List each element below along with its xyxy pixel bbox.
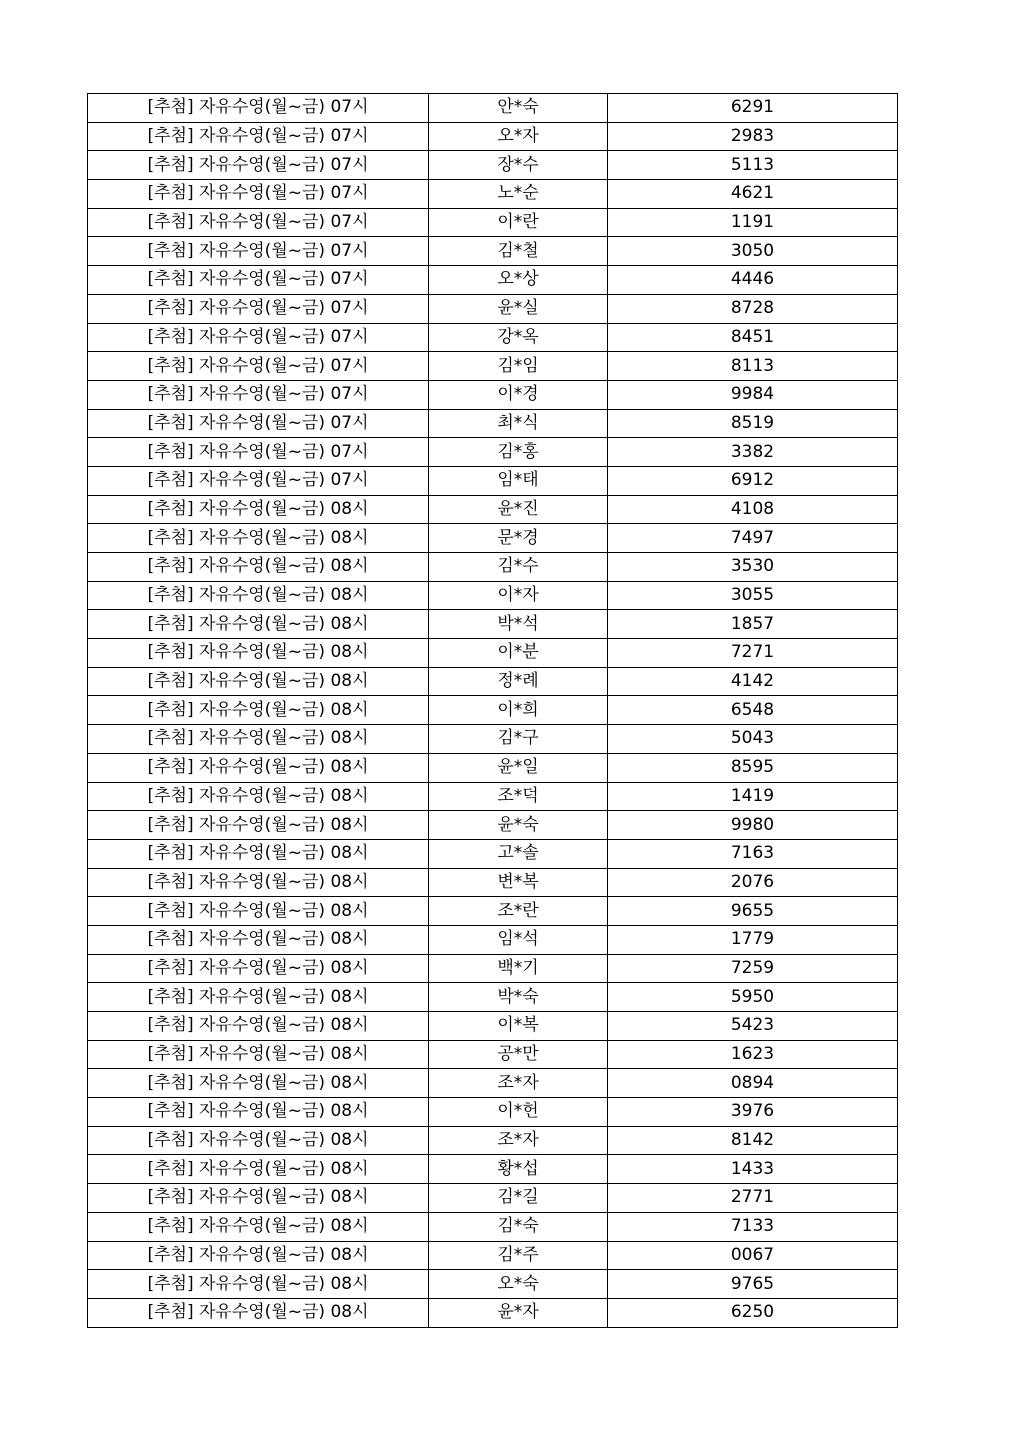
table-row (88, 524, 898, 553)
number-cell: 3976 (608, 1098, 898, 1127)
number-cell: 8451 (608, 323, 898, 352)
program-cell: [추첨] 자유수영(월~금) 08시 (88, 811, 429, 840)
number-cell: 8728 (608, 294, 898, 323)
name-cell: 이*자 (429, 581, 608, 610)
table-row (88, 1241, 898, 1270)
name-cell: 이*헌 (429, 1098, 608, 1127)
table-row (88, 954, 898, 983)
number-cell: 1623 (608, 1040, 898, 1069)
number-cell: 9765 (608, 1270, 898, 1299)
program-cell: [추첨] 자유수영(월~금) 08시 (88, 983, 429, 1012)
table-row (88, 266, 898, 295)
program-cell: [추첨] 자유수영(월~금) 07시 (88, 409, 429, 438)
name-cell: 임*석 (429, 925, 608, 954)
table-row (88, 237, 898, 266)
program-cell: [추첨] 자유수영(월~금) 08시 (88, 639, 429, 668)
name-cell: 황*섭 (429, 1155, 608, 1184)
table-row (88, 1126, 898, 1155)
name-cell: 박*석 (429, 610, 608, 639)
program-cell: [추첨] 자유수영(월~금) 08시 (88, 897, 429, 926)
table-row (88, 122, 898, 151)
program-cell: [추첨] 자유수영(월~금) 08시 (88, 782, 429, 811)
program-cell: [추첨] 자유수영(월~금) 08시 (88, 524, 429, 553)
number-cell: 7163 (608, 839, 898, 868)
program-cell: [추첨] 자유수영(월~금) 07시 (88, 180, 429, 209)
number-cell: 6291 (608, 94, 898, 123)
program-cell: [추첨] 자유수영(월~금) 08시 (88, 1155, 429, 1184)
name-cell: 오*상 (429, 266, 608, 295)
table-row (88, 409, 898, 438)
program-cell: [추첨] 자유수영(월~금) 08시 (88, 753, 429, 782)
name-cell: 이*희 (429, 696, 608, 725)
program-cell: [추첨] 자유수영(월~금) 08시 (88, 925, 429, 954)
program-cell: [추첨] 자유수영(월~금) 08시 (88, 553, 429, 582)
name-cell: 김*주 (429, 1241, 608, 1270)
number-cell: 4142 (608, 667, 898, 696)
number-cell: 2076 (608, 868, 898, 897)
program-cell: [추첨] 자유수영(월~금) 08시 (88, 954, 429, 983)
table-row (88, 782, 898, 811)
name-cell: 김*철 (429, 237, 608, 266)
name-cell: 조*덕 (429, 782, 608, 811)
program-cell: [추첨] 자유수영(월~금) 08시 (88, 839, 429, 868)
program-cell: [추첨] 자유수영(월~금) 07시 (88, 94, 429, 123)
name-cell: 김*길 (429, 1184, 608, 1213)
table-row (88, 1098, 898, 1127)
program-cell: [추첨] 자유수영(월~금) 08시 (88, 1012, 429, 1041)
table-row (88, 868, 898, 897)
name-cell: 김*홍 (429, 438, 608, 467)
number-cell: 5423 (608, 1012, 898, 1041)
number-cell: 7497 (608, 524, 898, 553)
table-row (88, 1212, 898, 1241)
number-cell: 1857 (608, 610, 898, 639)
program-cell: [추첨] 자유수영(월~금) 07시 (88, 352, 429, 381)
name-cell: 윤*실 (429, 294, 608, 323)
number-cell: 3050 (608, 237, 898, 266)
table-row (88, 610, 898, 639)
number-cell: 5043 (608, 725, 898, 754)
program-cell: [추첨] 자유수영(월~금) 08시 (88, 725, 429, 754)
number-cell: 0894 (608, 1069, 898, 1098)
number-cell: 3382 (608, 438, 898, 467)
program-cell: [추첨] 자유수영(월~금) 08시 (88, 1069, 429, 1098)
name-cell: 최*식 (429, 409, 608, 438)
table-row (88, 1155, 898, 1184)
name-cell: 김*구 (429, 725, 608, 754)
program-cell: [추첨] 자유수영(월~금) 07시 (88, 266, 429, 295)
number-cell: 8519 (608, 409, 898, 438)
name-cell: 변*복 (429, 868, 608, 897)
table-row (88, 466, 898, 495)
name-cell: 안*숙 (429, 94, 608, 123)
number-cell: 3055 (608, 581, 898, 610)
program-cell: [추첨] 자유수영(월~금) 07시 (88, 122, 429, 151)
number-cell: 9984 (608, 380, 898, 409)
name-cell: 윤*일 (429, 753, 608, 782)
table-row (88, 495, 898, 524)
table-row (88, 1270, 898, 1299)
table-row (88, 725, 898, 754)
program-cell: [추첨] 자유수영(월~금) 08시 (88, 581, 429, 610)
name-cell: 임*태 (429, 466, 608, 495)
name-cell: 윤*자 (429, 1298, 608, 1327)
program-cell: [추첨] 자유수영(월~금) 07시 (88, 237, 429, 266)
lottery-results-table (87, 93, 898, 1328)
number-cell: 9980 (608, 811, 898, 840)
table-row (88, 294, 898, 323)
table-row (88, 897, 898, 926)
name-cell: 고*솔 (429, 839, 608, 868)
program-cell: [추첨] 자유수영(월~금) 08시 (88, 1212, 429, 1241)
table-row (88, 352, 898, 381)
table-row (88, 1298, 898, 1327)
number-cell: 1191 (608, 208, 898, 237)
name-cell: 오*자 (429, 122, 608, 151)
number-cell: 5950 (608, 983, 898, 1012)
name-cell: 조*자 (429, 1126, 608, 1155)
program-cell: [추첨] 자유수영(월~금) 07시 (88, 151, 429, 180)
table-row (88, 208, 898, 237)
number-cell: 5113 (608, 151, 898, 180)
number-cell: 8113 (608, 352, 898, 381)
program-cell: [추첨] 자유수영(월~금) 08시 (88, 1184, 429, 1213)
number-cell: 4446 (608, 266, 898, 295)
program-cell: [추첨] 자유수영(월~금) 08시 (88, 1126, 429, 1155)
table-row (88, 1040, 898, 1069)
name-cell: 이*경 (429, 380, 608, 409)
program-cell: [추첨] 자유수영(월~금) 08시 (88, 868, 429, 897)
name-cell: 공*만 (429, 1040, 608, 1069)
number-cell: 0067 (608, 1241, 898, 1270)
table-row (88, 323, 898, 352)
number-cell: 6250 (608, 1298, 898, 1327)
table-row (88, 94, 898, 123)
table-row (88, 380, 898, 409)
name-cell: 조*자 (429, 1069, 608, 1098)
name-cell: 윤*진 (429, 495, 608, 524)
number-cell: 6548 (608, 696, 898, 725)
program-cell: [추첨] 자유수영(월~금) 07시 (88, 294, 429, 323)
number-cell: 1419 (608, 782, 898, 811)
table-row (88, 581, 898, 610)
program-cell: [추첨] 자유수영(월~금) 07시 (88, 438, 429, 467)
name-cell: 이*란 (429, 208, 608, 237)
program-cell: [추첨] 자유수영(월~금) 08시 (88, 1270, 429, 1299)
name-cell: 이*복 (429, 1012, 608, 1041)
table-row (88, 983, 898, 1012)
name-cell: 정*례 (429, 667, 608, 696)
name-cell: 윤*숙 (429, 811, 608, 840)
number-cell: 6912 (608, 466, 898, 495)
number-cell: 8142 (608, 1126, 898, 1155)
number-cell: 9655 (608, 897, 898, 926)
name-cell: 조*란 (429, 897, 608, 926)
name-cell: 장*수 (429, 151, 608, 180)
table-row (88, 839, 898, 868)
number-cell: 4621 (608, 180, 898, 209)
table-row (88, 180, 898, 209)
program-cell: [추첨] 자유수영(월~금) 08시 (88, 1298, 429, 1327)
name-cell: 김*수 (429, 553, 608, 582)
program-cell: [추첨] 자유수영(월~금) 08시 (88, 610, 429, 639)
number-cell: 2983 (608, 122, 898, 151)
name-cell: 백*기 (429, 954, 608, 983)
table-row (88, 925, 898, 954)
number-cell: 7133 (608, 1212, 898, 1241)
number-cell: 2771 (608, 1184, 898, 1213)
table-row (88, 667, 898, 696)
number-cell: 8595 (608, 753, 898, 782)
number-cell: 3530 (608, 553, 898, 582)
table-row (88, 753, 898, 782)
table-row (88, 1069, 898, 1098)
number-cell: 1433 (608, 1155, 898, 1184)
table-row (88, 553, 898, 582)
program-cell: [추첨] 자유수영(월~금) 07시 (88, 380, 429, 409)
name-cell: 강*옥 (429, 323, 608, 352)
program-cell: [추첨] 자유수영(월~금) 08시 (88, 667, 429, 696)
table-row (88, 811, 898, 840)
name-cell: 박*숙 (429, 983, 608, 1012)
program-cell: [추첨] 자유수영(월~금) 07시 (88, 323, 429, 352)
table-row (88, 151, 898, 180)
program-cell: [추첨] 자유수영(월~금) 08시 (88, 1098, 429, 1127)
program-cell: [추첨] 자유수영(월~금) 07시 (88, 466, 429, 495)
table-row (88, 1012, 898, 1041)
program-cell: [추첨] 자유수영(월~금) 08시 (88, 1040, 429, 1069)
name-cell: 노*순 (429, 180, 608, 209)
name-cell: 이*분 (429, 639, 608, 668)
number-cell: 7259 (608, 954, 898, 983)
number-cell: 4108 (608, 495, 898, 524)
name-cell: 김*숙 (429, 1212, 608, 1241)
name-cell: 오*숙 (429, 1270, 608, 1299)
table-row (88, 639, 898, 668)
number-cell: 1779 (608, 925, 898, 954)
number-cell: 7271 (608, 639, 898, 668)
table-body (88, 94, 898, 1328)
table-row (88, 438, 898, 467)
program-cell: [추첨] 자유수영(월~금) 08시 (88, 1241, 429, 1270)
program-cell: [추첨] 자유수영(월~금) 07시 (88, 208, 429, 237)
program-cell: [추첨] 자유수영(월~금) 08시 (88, 495, 429, 524)
name-cell: 김*임 (429, 352, 608, 381)
table-row (88, 696, 898, 725)
table-row (88, 1184, 898, 1213)
program-cell: [추첨] 자유수영(월~금) 08시 (88, 696, 429, 725)
name-cell: 문*경 (429, 524, 608, 553)
